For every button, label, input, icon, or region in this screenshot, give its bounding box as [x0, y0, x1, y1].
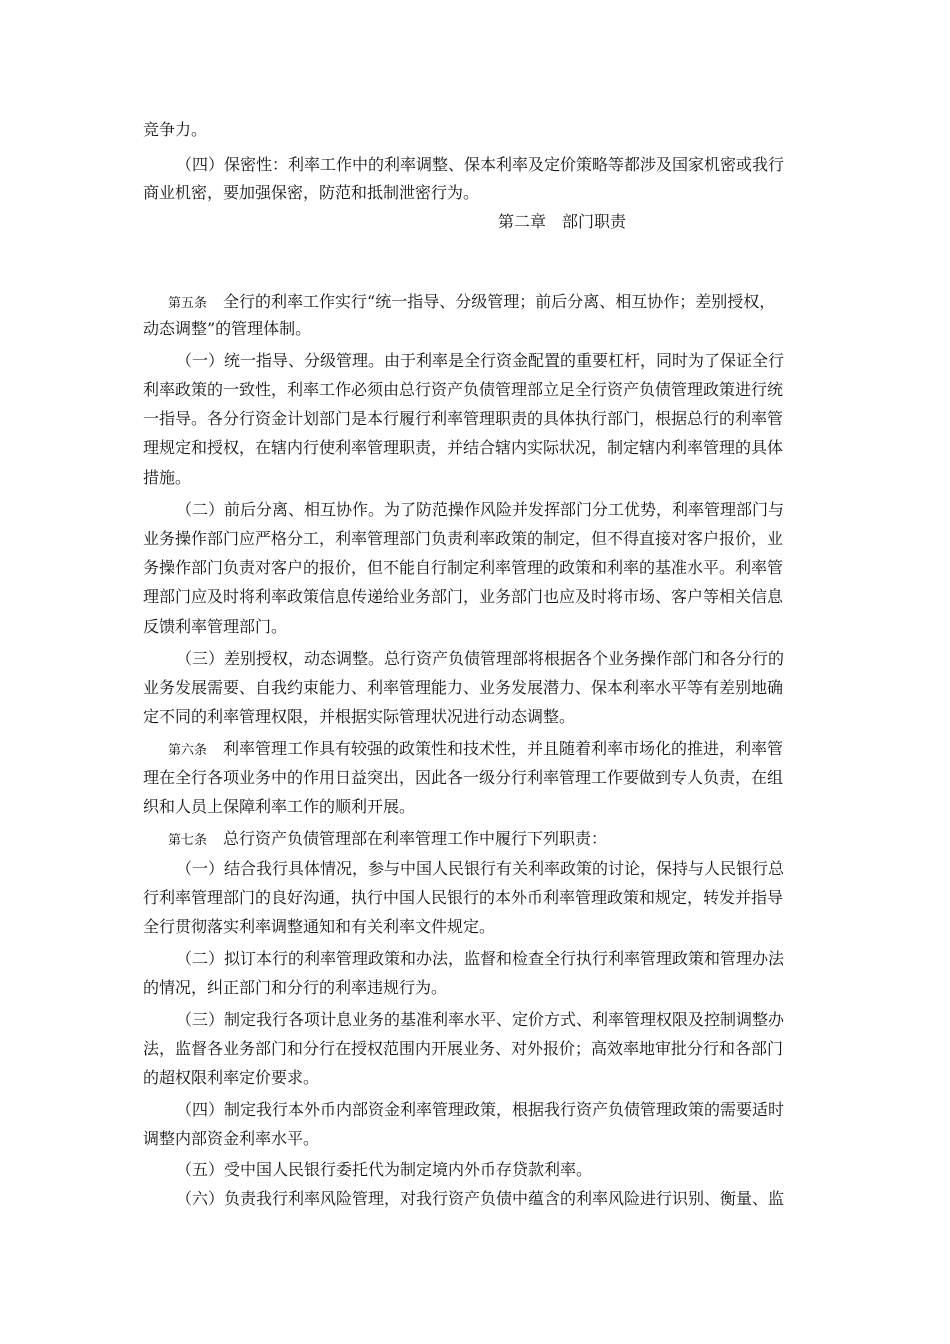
text-line: 理在全行各项业务中的作用日益突出，因此各一级分行利率管理工作要做到专人负责，在组: [143, 768, 784, 787]
text-line: （四）制定我行本外币内部资金利率管理政策，根据我行资产负债管理政策的需要适时: [176, 1100, 785, 1119]
text-line: （二）前后分离、相互协作。为了防范操作风险并发挥部门分工优势，利率管理部门与: [176, 500, 785, 519]
text-line: 总行资产负债管理部在利率管理工作中履行下列职责：: [223, 829, 608, 848]
text-line: （六）负责我行利率风险管理，对我行资产负债中蕴含的利率风险进行识别、衡量、监: [176, 1189, 785, 1208]
text-line: （一）统一指导、分级管理。由于利率是全行资金配置的重要杠杆，同时为了保证全行: [176, 351, 785, 370]
text-line: 反馈利率管理部门。: [143, 617, 288, 636]
text-line: 织和人员上保障利率工作的顺利开展。: [143, 797, 416, 816]
text-line: （三）差别授权，动态调整。总行资产负债管理部将根据各个业务操作部门和各分行的: [176, 649, 785, 668]
text-line: （一）结合我行具体情况，参与中国人民银行有关利率政策的讨论，保持与人民银行总: [176, 859, 785, 878]
text-line: 调整内部资金利率水平。: [143, 1129, 320, 1148]
article-label: 第六条: [168, 743, 208, 758]
text-line: 定不同的利率管理权限，并根据实际管理状况进行动态调整。: [143, 707, 576, 726]
text-line: 全行贯彻落实利率调整通知和有关利率文件规定。: [143, 917, 496, 936]
article-line: [168, 292, 775, 314]
text-line: （五）受中国人民银行委托代为制定境内外币存贷款利率。: [176, 1160, 593, 1179]
text-line: 利率管理工作具有较强的政策性和技术性，并且随着利率市场化的推进，利率管: [223, 739, 784, 758]
text-line: 动态调整”的管理体制。: [143, 319, 312, 338]
article-line: [168, 829, 607, 851]
text-line: 的情况，纠正部门和分行的利率违规行为。: [143, 978, 448, 997]
text-line: 务操作部门负责对客户的报价，但不能自行制定利率管理的政策和利率的基准水平。利率管: [143, 558, 784, 577]
text-line: 理部门应及时将利率政策信息传递给业务部门，业务部门也应及时将市场、客户等相关信息: [143, 587, 784, 606]
text-line: 措施。: [143, 468, 192, 487]
text-line: （二）拟订本行的利率管理政策和办法，监督和检查全行执行利率管理政策和管理办法: [176, 949, 785, 968]
text-line: 利率政策的一致性，利率工作必须由总行资产负债管理部立足全行资产负债管理政策进行统: [143, 380, 784, 399]
text-line: 一指导。各分行资金计划部门是本行履行利率管理职责的具体执行部门，根据总行的利率管: [143, 409, 784, 428]
text-line: （三）制定我行各项计息业务的基准利率水平、定价方式、利率管理权限及控制调整办: [176, 1010, 785, 1029]
text-line: （四）保密性：利率工作中的利率调整、保本利率及定价策略等都涉及国家机密或我行: [176, 155, 785, 174]
text-line: 商业机密，要加强保密，防范和抵制泄密行为。: [143, 183, 480, 202]
text-line: 法，监督各业务部门和分行在授权范围内开展业务、对外报价；高效率地审批分行和各部门: [143, 1039, 784, 1058]
article-label: 第五条: [168, 296, 208, 311]
text-line: 全行的利率工作实行“统一指导、分级管理；前后分离、相互协作；差别授权，: [223, 292, 776, 311]
chapter-title: 第二章 部门职责: [498, 212, 627, 231]
text-line: 理规定和授权，在辖内行使利率管理职责，并结合辖内实际状况，制定辖内利率管理的具体: [143, 438, 784, 457]
text-line: 业务操作部门应严格分工，利率管理部门负责利率政策的制定，但不得直接对客户报价，业: [143, 529, 784, 548]
article-label: 第七条: [168, 833, 208, 848]
text-line: 业务发展需要、自我约束能力、利率管理能力、业务发展潜力、保本利率水平等有差别地确: [143, 678, 784, 697]
text-line: 行利率管理部门的良好沟通，执行中国人民银行的本外币利率管理政策和规定，转发并指导: [143, 888, 784, 907]
text-line: 竞争力。: [143, 120, 208, 139]
article-line: [168, 739, 783, 761]
text-line: 的超权限利率定价要求。: [143, 1068, 320, 1087]
